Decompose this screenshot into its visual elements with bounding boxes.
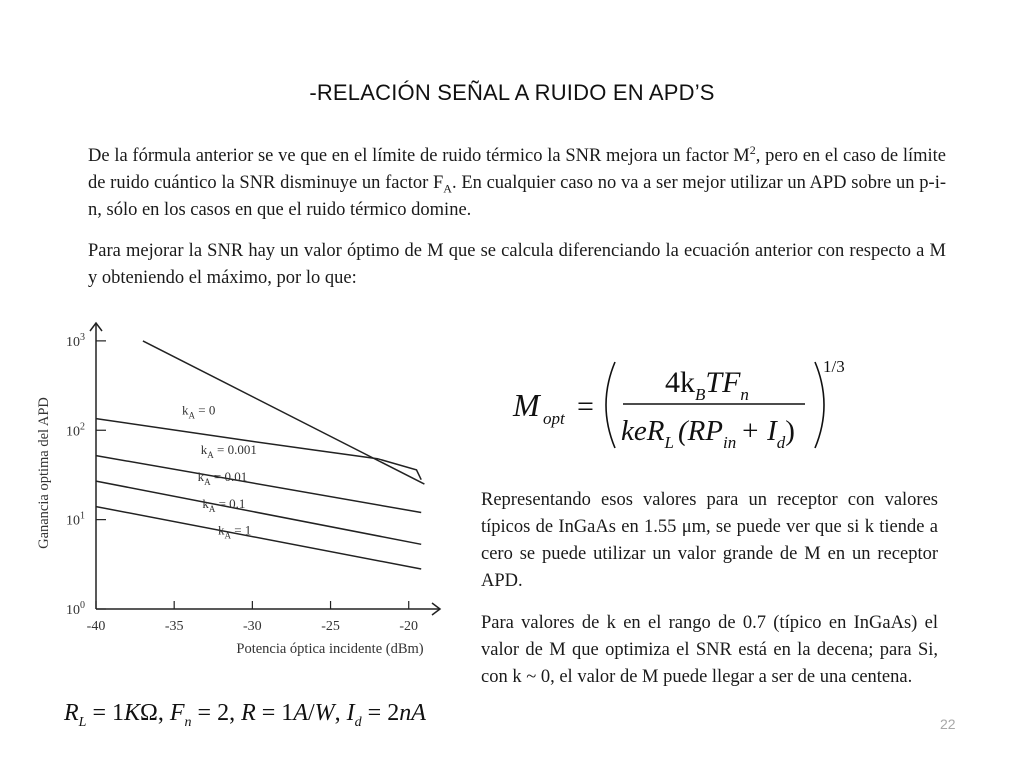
num-part-2: TF	[705, 366, 741, 399]
series-line	[96, 507, 421, 569]
y-tick-label: $10^1$	[66, 510, 85, 529]
chart-labels	[182, 403, 257, 541]
p1-text-c: . En cualquier caso no va a ser mejor utilizar un APD sobre un p-i-n, sólo en los casos en que el ruido térmico domine.	[88, 173, 946, 220]
y-tick-label: $10^0$	[66, 600, 85, 618]
paragraph-ingaas-values: Representando esos valores para un receptor con valores típicos de InGaAs en 1.55 μm, se puede ver que si k tiende a cero se puede utilizar un valor grande de M en un receptor APD.	[481, 490, 938, 591]
den-sub-2: in	[723, 433, 737, 452]
chart-x-axis-label: Potencia óptica incidente (dBm)	[236, 641, 424, 657]
svg-text:keRL(RPin+ Id)	[621, 415, 795, 452]
series-label: $k_A = 0$	[182, 402, 216, 421]
paragraph-thermal-noise	[88, 143, 946, 224]
x-tick-label: -35	[164, 619, 184, 634]
formula-equals: =	[577, 390, 594, 423]
apd-gain-chart	[30, 315, 450, 665]
chart-series	[96, 341, 424, 569]
series-line	[96, 481, 421, 544]
formula-exponent: 1/3	[823, 357, 845, 376]
x-tick-label: -25	[321, 619, 340, 634]
p1-subscript: A	[443, 181, 452, 196]
den-sub-1: L	[664, 433, 674, 452]
params-text: $R_L = 1K\Omega$, $F_n = 2$, R = 1A/W, $I_d = 2nA$	[64, 700, 426, 730]
den-part-1: keR	[621, 415, 665, 447]
series-label: $k_A = 0.001$	[200, 442, 257, 461]
den-part-4: )	[785, 415, 795, 447]
svg-text:4kBTFn	[665, 366, 749, 404]
series-label: $k_A = 0.01$	[197, 469, 248, 488]
formula-lhs: M	[513, 387, 540, 423]
page-number: 22	[940, 716, 956, 732]
formula-lhs-sub: opt	[543, 409, 565, 428]
series-label: $k_A = 0.1$	[202, 495, 246, 514]
num-sub-2: n	[740, 385, 749, 404]
x-tick-label: -30	[243, 619, 262, 634]
den-part-3: + I	[740, 415, 777, 447]
num-sub-1: B	[695, 385, 706, 404]
den-part-2: (RP	[677, 415, 724, 447]
p1-text-a: De la fórmula anterior se ve que en el límite de ruido térmico la SNR mejora un factor M	[88, 146, 750, 166]
den-sub-3: d	[776, 433, 786, 452]
p1-text-b: , pero en el caso de límite de ruido cuántico la SNR disminuye un factor F	[88, 146, 946, 193]
formula-numerator	[665, 366, 749, 404]
p1-superscript: 2	[749, 142, 756, 157]
slide-title: -RELACIÓN SEÑAL A RUIDO EN APD’S	[309, 80, 715, 105]
x-tick-label: -40	[86, 619, 106, 634]
chart-y-axis-label: Ganancia optima del APD	[36, 397, 52, 549]
y-tick-label: $10^3$	[66, 331, 85, 350]
paragraph-k-range: Para valores de k en el rango de 0.7 (típico en InGaAs) el valor de M que optimiza el SNR está en la decena; para Si, con k ~ 0, el valor de M puede llegar a ser de una centena.	[481, 613, 938, 687]
series-line	[96, 419, 421, 480]
series-line	[96, 456, 421, 513]
chart-axes	[90, 323, 440, 615]
num-part-1: 4k	[665, 366, 695, 399]
x-tick-label: -20	[399, 619, 419, 634]
formula-left-paren	[606, 362, 615, 448]
formula-denominator	[621, 415, 795, 452]
m-opt-formula	[505, 340, 865, 465]
paragraph-optimal-m: Para mejorar la SNR hay un valor óptimo de M que se calcula diferenciando la ecuación anterior con respecto a M y obteniendo el máximo, por lo que:	[88, 241, 946, 288]
series-label: $k_A = 1$	[217, 522, 252, 541]
y-tick-label: $10^2$	[66, 421, 85, 440]
parameters-formula	[62, 690, 442, 734]
